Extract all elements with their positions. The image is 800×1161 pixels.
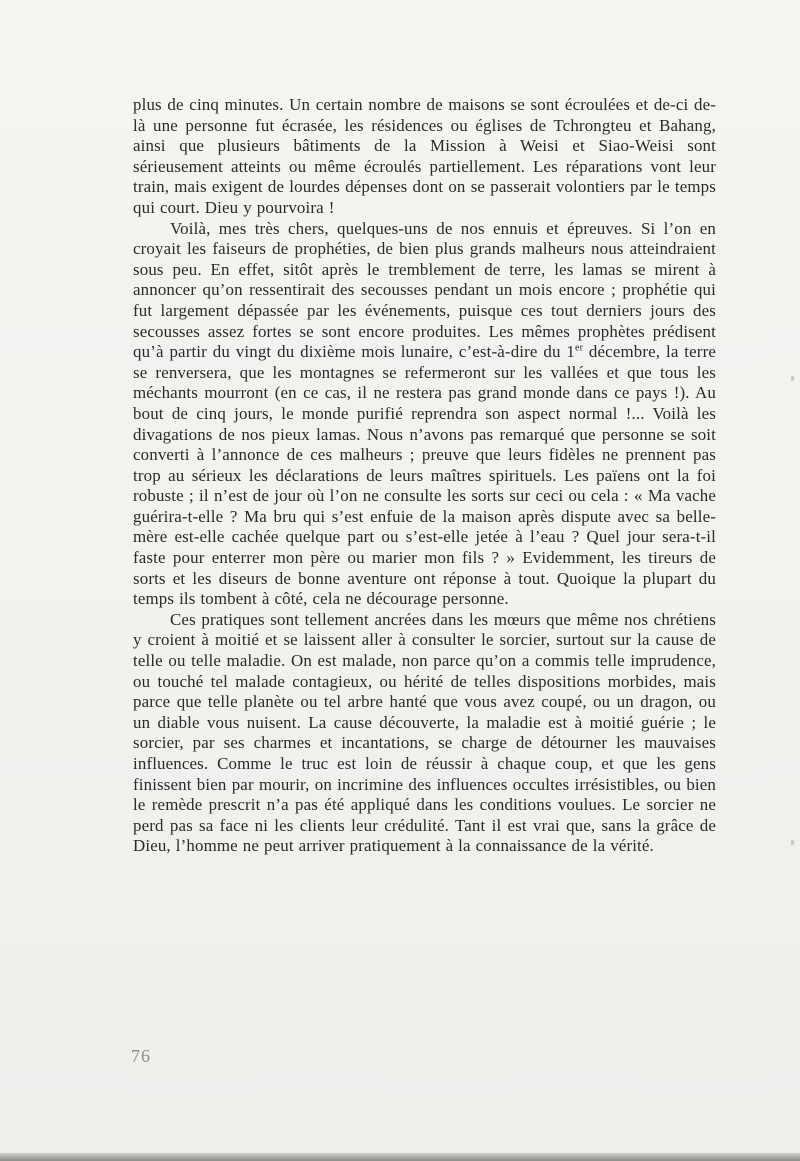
page-number: 76 xyxy=(131,1046,151,1066)
scan-bottom-edge xyxy=(0,1153,800,1161)
ordinal-superscript: er xyxy=(575,342,584,354)
paragraph-2-part-1: Voilà, mes très chers, quelques-uns de nos ennuis et épreuves. Si l’on en croyait les faiseurs de prophéties, de bien plus grands malheurs nous atteindraient sous peu. En effet, sitôt après le tremblement de terre, les lamas se mirent à annoncer qu’on ressentirait des secousses pendant un mois encore ; prophétie qui fut largement dépassée par les événements, puisque ces tout derniers jours des secousses assez fortes se sont encore produites. Les mêmes prophètes prédisent qu’à partir du vingt du dixième mois lunaire, c’est-à-dire du 1 xyxy=(133,218,716,362)
paragraph-1: plus de cinq minutes. Un certain nombre de maisons se sont écroulées et de-ci de-là une personne fut écrasée, les résidences ou églises de Tchrongteu et Bahang, ainsi que plusieurs bâtiments de la Mission à Weisi et Siao-Weisi sont sérieusement atteints ou même écroulés partiellement. Les réparations vont leur train, mais exigent de lourdes dépenses dont on se passerait volontiers par le temps qui court. Dieu y pourvoira ! xyxy=(133,95,716,217)
scan-speck-upper xyxy=(791,376,794,381)
body-text xyxy=(133,95,716,857)
paragraph-3: Ces pratiques sont tellement ancrées dans les mœurs que même nos chrétiens y croient à moitié et se laissent aller à consulter le sorcier, surtout sur la cause de telle ou telle maladie. On est malade, non parce qu’on a commis telle imprudence, ou touché tel malade contagieux, ou hérité de telles dispositions morbides, mais parce que telle planète ou tel arbre hanté que vous avez coupé, ou un dragon, ou un diable vous nuisent. La cause découverte, la maladie est à moitié guérie ; le sorcier, par ses charmes et incantations, se charge de détourner les mauvaises influences. Comme le truc est loin de réussir à chaque coup, et que les gens finissent bien par mourir, on incrimine des influences occultes irrésistibles, ou bien le remède prescrit n’a pas été appliqué dans les conditions voulues. Le sorcier ne perd pas sa face ni les clients leur crédulité. Tant il est vrai que, sans la grâce de Dieu, l’homme ne peut arriver pratiquement à la connaissance de la vérité. xyxy=(133,609,716,856)
paragraph-2 xyxy=(133,219,716,610)
paragraph-2-part-2: décembre, la terre se renversera, que les montagnes se refermeront sur les vallées et que tous les méchants mourront (en ce cas, il ne restera pas grand monde dans ce pays !). Au bout de cinq jours, le monde purifié reprendra son aspect normal !... Voilà les divagations de nos pieux lamas. Nous n’avons pas remarqué que personne se soit converti à l’annonce de ces malheurs ; preuve que leurs fidèles ne prennent pas trop au sérieux les déclarations de leurs maîtres spirituels. Les païens ont la foi robuste ; il n’est de jour où l’on ne consulte les sorts sur ceci ou cela : « Ma vache guérira-t-elle ? Ma bru qui s’est enfuie de la maison après dispute avec sa belle-mère est-elle cachée quelque part ou s’est-elle jetée à l’eau ? Quel jour sera-t-il faste pour enterrer mon père ou marier mon fils ? » Evidemment, les tireurs de sorts et les diseurs de bonne aventure ont réponse à tout. Quoique la plupart du temps ils tombent à côté, cela ne décourage personne. xyxy=(133,342,716,609)
scan-speck-lower xyxy=(791,840,794,845)
